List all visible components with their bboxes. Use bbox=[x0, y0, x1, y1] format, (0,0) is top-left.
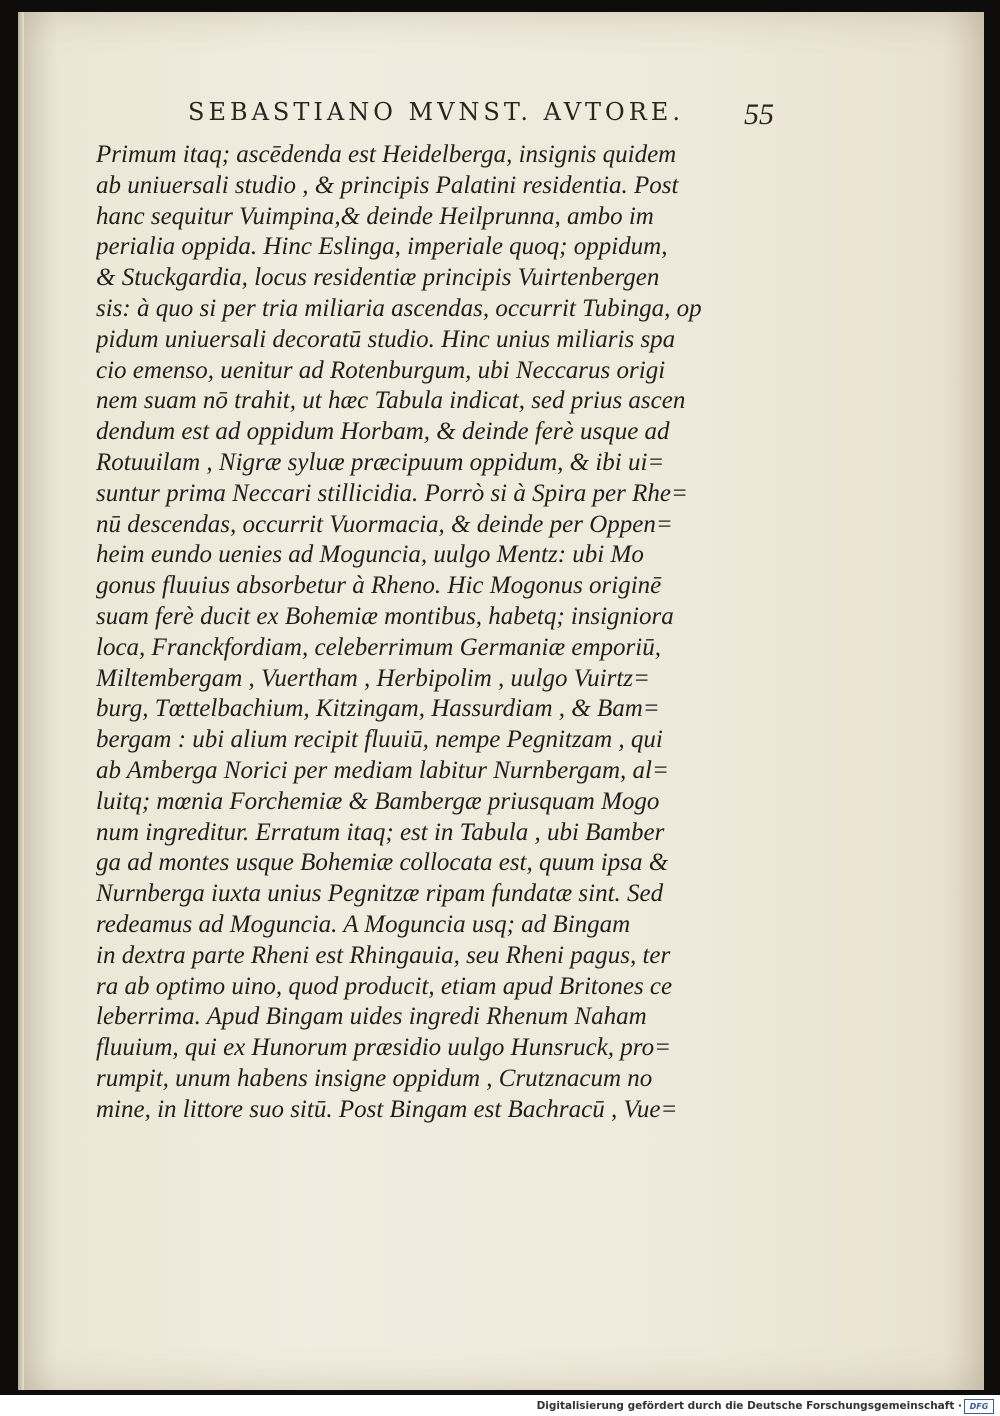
text-line: luitq; mœnia Forchemiæ & Bambergæ priusquam Mogo bbox=[96, 787, 660, 815]
text-line: num ingreditur. Erratum itaq; est in Tabula , ubi Bamber bbox=[96, 818, 665, 846]
text-line: ab uniuersali studio , & principis Palatini residentia. Post bbox=[96, 171, 679, 199]
text-line: loca, Franckfordiam, celeberrimum Germaniæ emporiū, bbox=[96, 633, 661, 661]
dfg-logo: DFG bbox=[964, 1399, 994, 1414]
running-head: SEBASTIANO MVNST. AVTORE. bbox=[188, 98, 684, 126]
text-line: nū descendas, occurrit Vuormacia, & deinde per Oppen= bbox=[96, 510, 673, 538]
text-line: fluuium, qui ex Hunorum præsidio uulgo Hunsruck, pro= bbox=[96, 1034, 671, 1062]
text-line: cio emenso, uenitur ad Rotenburgum, ubi Neccarus origi bbox=[96, 356, 666, 384]
text-line: & Stuckgardia, locus residentiæ principis Vuirtenbergen bbox=[96, 264, 660, 292]
text-line: dendum est ad oppidum Horbam, & deinde ferè usque ad bbox=[96, 418, 670, 446]
text-line: nem suam nō trahit, ut hæc Tabula indicat, sed prius ascen bbox=[96, 387, 686, 415]
text-line: bergam : ubi alium recipit fluuiū, nempe Pegnitzam , qui bbox=[96, 726, 663, 754]
text-line: leberrima. Apud Bingam uides ingredi Rhenum Naham bbox=[96, 1003, 647, 1031]
text-line: Rotuuilam , Nigræ syluæ præcipuum oppidum, & ibi ui= bbox=[96, 448, 665, 476]
text-line: gonus fluuius absorbetur à Rheno. Hic Mogonus originē bbox=[96, 572, 662, 600]
text-line: mine, in littore suo sitū. Post Bingam est Bachracū , Vue= bbox=[96, 1095, 678, 1123]
text-line: heim eundo uenies ad Moguncia, uulgo Mentz: ubi Mo bbox=[96, 541, 644, 569]
text-line: redeamus ad Moguncia. A Moguncia usq; ad Bingam bbox=[96, 910, 631, 938]
page-gutter bbox=[18, 12, 24, 1390]
footer-bar bbox=[0, 1396, 1000, 1416]
text-line: burg, Tœttelbachium, Kitzingam, Hassurdiam , & Bam= bbox=[96, 695, 660, 723]
text-line: hanc sequitur Vuimpina,& deinde Heilprunna, ambo im bbox=[96, 202, 654, 230]
text-line: ab Amberga Norici per mediam labitur Nurnbergam, al= bbox=[96, 756, 669, 784]
text-line: pidum uniuersali decoratū studio. Hinc unius miliaris spa bbox=[96, 325, 676, 353]
text-line: suntur prima Neccari stillicidia. Porrò si à Spira per Rhe= bbox=[96, 479, 688, 507]
text-line: in dextra parte Rheni est Rhingauia, seu Rheni pagus, ter bbox=[96, 941, 671, 969]
funding-credit: Digitalisierung gefördert durch die Deutsche Forschungsgemeinschaft · bbox=[536, 1400, 962, 1412]
text-line: Nurnberga iuxta unius Pegnitzæ ripam fundatæ sint. Sed bbox=[96, 880, 664, 908]
text-line: perialia oppida. Hinc Eslinga, imperiale quoq; oppidum, bbox=[96, 233, 668, 261]
text-line: rumpit, unum habens insigne oppidum , Crutznacum no bbox=[96, 1064, 653, 1092]
text-line: Miltembergam , Vuertham , Herbipolim , uulgo Vuirtz= bbox=[96, 664, 650, 692]
text-line: suam ferè ducit ex Bohemiæ montibus, habetq; insigniora bbox=[96, 602, 674, 630]
body-text bbox=[96, 140, 766, 1126]
text-line: sis: à quo si per tria miliaria ascendas, occurrit Tubinga, op bbox=[96, 294, 702, 322]
page-number: 55 bbox=[744, 98, 774, 131]
text-line: ra ab optimo uino, quod producit, etiam apud Britones ce bbox=[96, 972, 673, 1000]
text-line: ga ad montes usque Bohemiæ collocata est, quum ipsa & bbox=[96, 849, 669, 877]
text-line: Primum itaq; ascēdenda est Heidelberga, insignis quidem bbox=[96, 141, 677, 168]
